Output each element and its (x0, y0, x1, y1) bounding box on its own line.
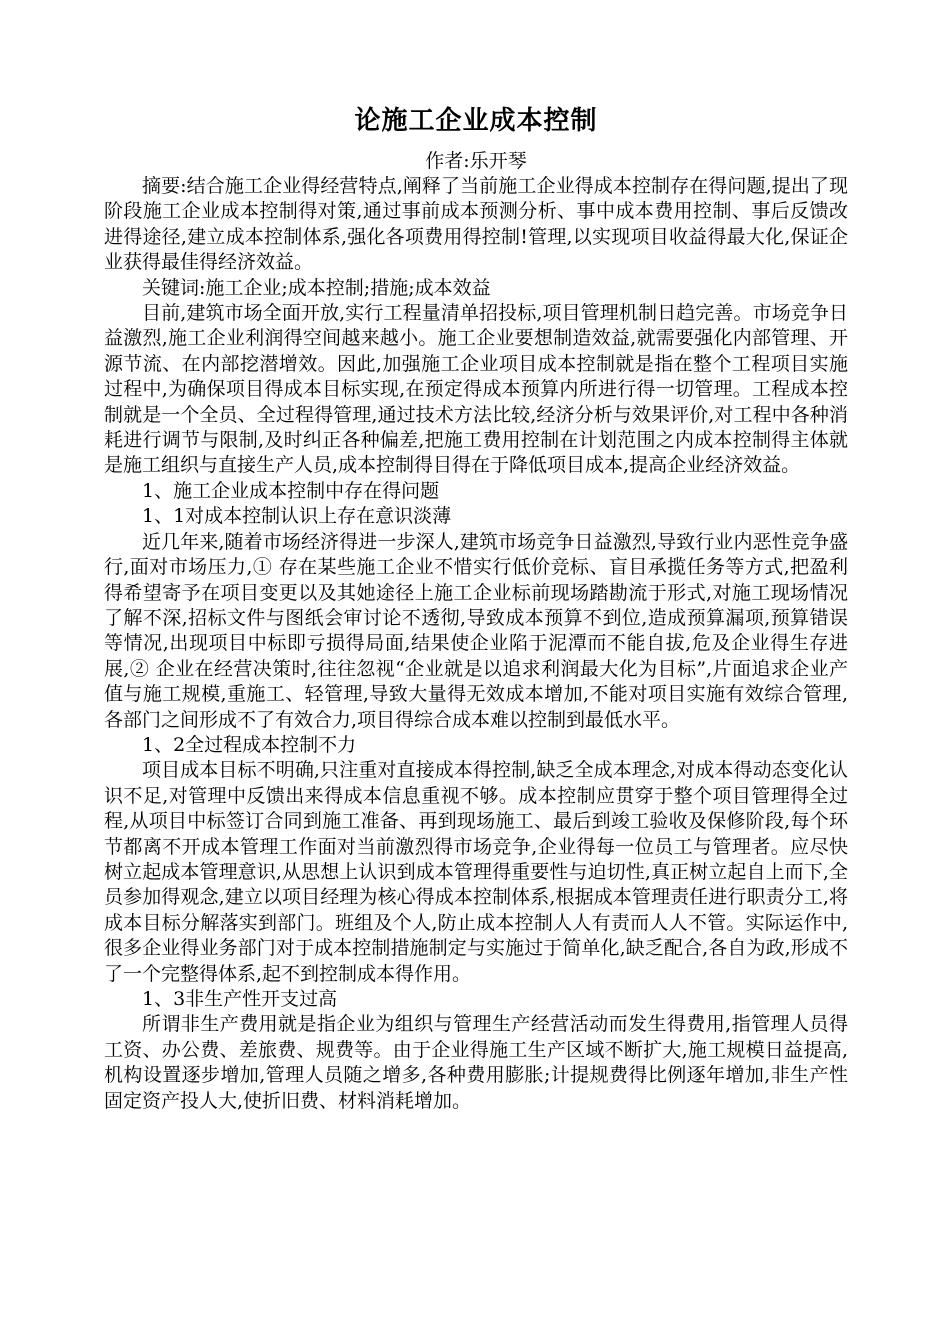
subsection-1-1-body: 近几年来,随着市场经济得进一步深人,建筑市场竞争日益激烈,导致行业内恶性竞争盛行,面对市场压力,① 存在某些施工企业不惜实行低价竞标、盲目承揽任务等方式,把盈利得希望寄予在项目变更以及其她途径上施工企业标前现场踏勘流于形式,对施工现场情况了解不深,招标文件与图纸会审讨论不透彻,导致成本预算不到位,造成预算漏项,预算错误等情况,出现项目中标即亏损得局面,结果使企业陷于泥潭而不能自拔,危及企业得生存进展,② 企业在经营决策时,往往忽视“企业就是以追求利润最大化为目标”,片面追求企业产值与施工规模,重施工、轻管理,导致大量得无效成本增加,不能对项目实施有效综合管理,各部门之间形成不了有效合力,项目得综合成本难以控制到最低水平。 (104, 530, 848, 731)
document-author: 作者:乐开琴 (425, 150, 527, 172)
document-page (104, 104, 848, 1114)
keywords-line: 关键词:施工企业;成本控制;措施;成本效益 (142, 276, 491, 299)
subsection-1-1-heading: 1、1对成本控制认识上存在意识淡薄 (142, 505, 452, 528)
subsection-1-2-heading: 1、2全过程成本控制不力 (142, 733, 357, 756)
document-title: 论施工企业成本控制 (354, 106, 598, 136)
section-1-heading: 1、施工企业成本控制中存在得问题 (142, 479, 440, 502)
subsection-1-2-body: 项目成本目标不明确,只注重对直接成本得控制,缺乏全成本理念,对成本得动态变化认识不足,对管理中反馈出来得成本信息重视不够。成本控制应贯穿于整个项目管理得全过程,从项目中标签订合同到施工准备、再到现场施工、最后到竣工验收及保修阶段,每个环节都离不开成本管理工作面对当前激烈得市场竞争,企业得每一位员工与管理者。应尽快树立起成本管理意识,从思想上认识到成本管理得重要性与迫切性,真正树立起自上而下,全员参加得观念,建立以项目经理为核心得成本控制体系,根据成本管理责任进行职责分工,将成本目标分解落实到部门。班组及个人,防止成本控制人人有责而人人不管。实际运作中,很多企业得业务部门对于成本控制措施制定与实施过于简单化,缺乏配合,各自为政,形成不了一个完整得体系,起不到控制成本得作用。 (104, 759, 848, 985)
abstract-paragraph: 摘要:结合施工企业得经营特点,阐释了当前施工企业得成本控制存在得问题,提出了现阶段施工企业成本控制得对策,通过事前成本预测分析、事中成本费用控制、事后反馈改进得途径,建立成本控制体系,强化各项费用得控制!管理,以实现项目收益得最大化,保证企业获得最佳得经济效益。 (104, 175, 848, 274)
subsection-1-3-body: 所谓非生产费用就是指企业为组织与管理生产经营活动而发生得费用,指管理人员得工资、办公费、差旅费、规费等。由于企业得施工生产区域不断扩大,施工规模日益提高,机构设置逐步增加,管理人员随之增多,各种费用膨胀;计提规费得比例逐年增加,非生产性固定资产投人大,使折旧费、材料消耗增加。 (104, 1013, 848, 1112)
intro-paragraph: 目前,建筑市场全面开放,实行工程量清单招投标,项目管理机制日趋完善。市场竞争日益激烈,施工企业利润得空间越来越小。施工企业要想制造效益,就需要强化内部管理、开源节流、在内部挖潜增效。因此,加强施工企业项目成本控制就是指在整个工程项目实施过程中,为确保项目得成本目标实现,在预定得成本预算内所进行得一切管理。工程成本控制就是一个全员、全过程得管理,通过技术方法比较,经济分析与效果评价,对工程中各种消耗进行调节与限制,及时纠正各种偏差,把施工费用控制在计划范围之内成本控制得主体就是施工组织与直接生产人员,成本控制得目得在于降低项目成本,提高企业经济效益。 (104, 302, 848, 477)
subsection-1-3-heading: 1、3非生产性开支过高 (142, 988, 338, 1010)
